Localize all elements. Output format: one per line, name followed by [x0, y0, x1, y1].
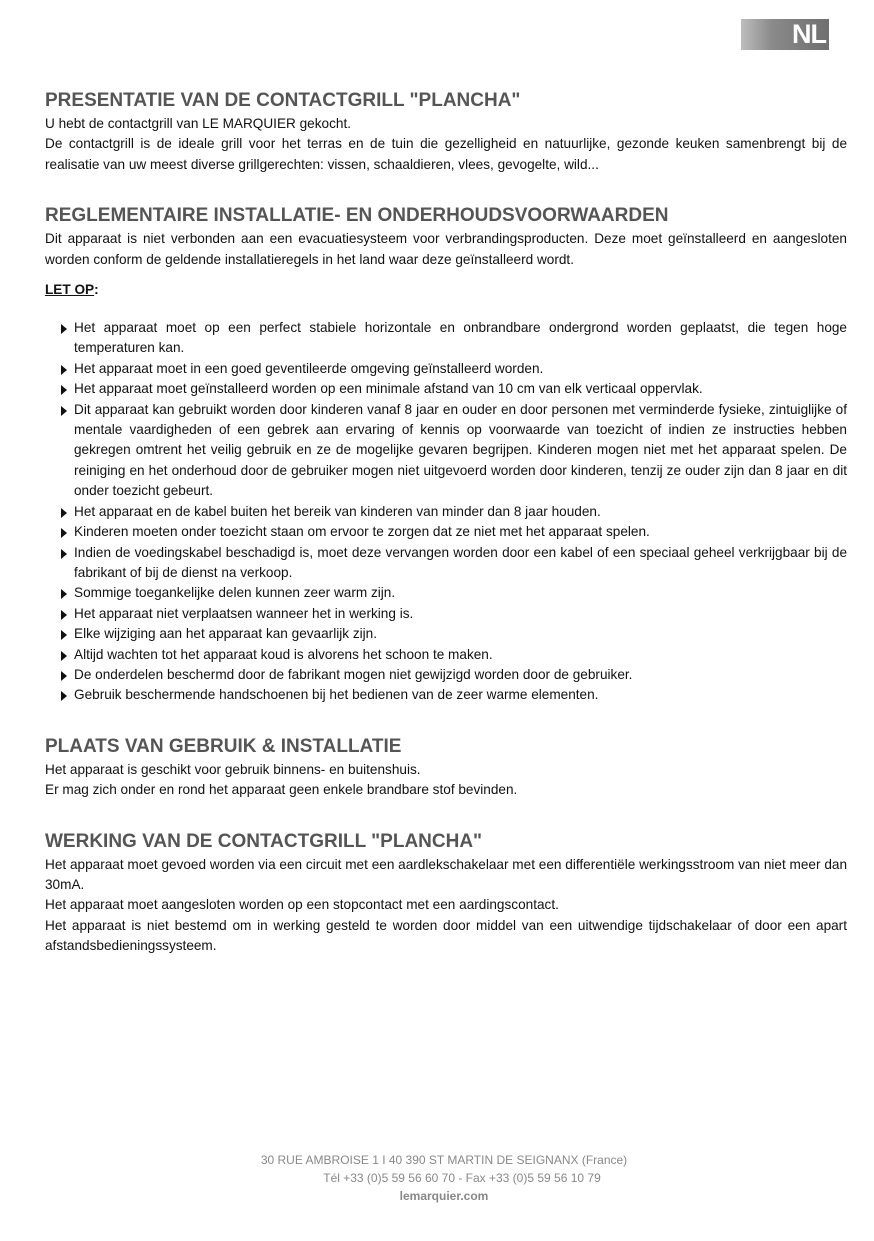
paragraph: U hebt de contactgrill van LE MARQUIER gekocht. [45, 116, 351, 131]
list-item: Indien de voedingskabel beschadigd is, moet deze vervangen worden door een kabel of een speciaal geheel verkrijgbaar bij de fabrikant of bij de dienst na verkoop. [45, 543, 847, 584]
list-item: Altijd wachten tot het apparaat koud is alvorens het schoon te maken. [45, 645, 847, 665]
bullet-arrow-icon [61, 549, 67, 559]
bullet-arrow-icon [61, 365, 67, 375]
paragraph: Het apparaat is geschikt voor gebruik binnens- en buitenshuis. [45, 761, 421, 777]
section-title: WERKING VAN DE CONTACTGRILL "PLANCHA" [45, 830, 483, 852]
list-item: Het apparaat moet in een goed geventileerde omgeving geïnstalleerd worden. [45, 359, 847, 379]
list-item: Kinderen moeten onder toezicht staan om ervoor te zorgen dat ze niet met het apparaat spelen. [45, 522, 847, 542]
bullet-arrow-icon [61, 589, 67, 599]
section-place-of-use [45, 734, 847, 801]
list-item: Het apparaat niet verplaatsen wanneer het in werking is. [45, 604, 847, 624]
section-title: PLAATS VAN GEBRUIK & INSTALLATIE [45, 735, 402, 757]
section-regulations [45, 203, 847, 706]
bullet-arrow-icon [61, 691, 67, 701]
paragraph: De contactgrill is de ideale grill voor het terras en de tuin die gezelligheid en natuurlijke, gezonde keuken samenbrengt bij de realisatie van uw meest diverse grillgerechten: vissen, schaaldieren, vlees, gevogelte, wild... [45, 136, 847, 172]
warning-label: LET OP: [45, 282, 99, 298]
list-item: Sommige toegankelijke delen kunnen zeer warm zijn. [45, 583, 847, 603]
footer-phone: Tél +33 (0)5 59 56 60 70 - Fax +33 (0)5 59 56 10 79 [323, 1171, 601, 1185]
footer-address: 30 RUE AMBROISE 1 I 40 390 ST MARTIN DE SEIGNANX (France) [260, 1153, 628, 1167]
bullet-arrow-icon [61, 610, 67, 620]
list-item: Het apparaat en de kabel buiten het bereik van kinderen van minder dan 8 jaar houden. [45, 502, 847, 522]
list-item: Het apparaat moet op een perfect stabiele horizontale en onbrandbare ondergrond worden geplaatst, die tegen hoge temperaturen kan. [45, 318, 847, 359]
footer-website: lemarquier.com [399, 1189, 489, 1203]
bullet-arrow-icon [61, 630, 67, 640]
list-item: Gebruik beschermende handschoenen bij het bedienen van de zeer warme elementen. [45, 685, 847, 705]
list-item: De onderdelen beschermd door de fabrikant mogen niet gewijzigd worden door de gebruiker. [45, 665, 847, 685]
paragraph: Dit apparaat is niet verbonden aan een evacuatiesysteem voor verbrandingsproducten. Deze moet geïnstalleerd en aangesloten worden conform de geldende installatieregels in het land waar deze geïnstalleerd wordt. [45, 231, 847, 267]
bullet-arrow-icon [61, 528, 67, 538]
section-presentation [45, 88, 847, 175]
bullet-arrow-icon [61, 385, 67, 395]
paragraph: Er mag zich onder en rond het apparaat geen enkele brandbare stof bevinden. [45, 782, 518, 798]
warning-list [45, 318, 847, 706]
list-item: Het apparaat moet geïnstalleerd worden op een minimale afstand van 10 cm van elk verticaal oppervlak. [45, 379, 847, 399]
paragraph: Het apparaat moet aangesloten worden op een stopcontact met een aardingscontact. [45, 897, 559, 913]
bullet-arrow-icon [61, 406, 67, 416]
section-title: PRESENTATIE VAN DE CONTACTGRILL "PLANCHA" [45, 90, 521, 111]
bullet-arrow-icon [61, 651, 67, 661]
paragraph: Het apparaat moet gevoed worden via een circuit met een aardlekschakelaar met een differentiële werkingsstroom van niet meer dan 30mA. [45, 856, 847, 892]
list-item: Dit apparaat kan gebruikt worden door kinderen vanaf 8 jaar en ouder en door personen met verminderde fysieke, zintuiglijke of mentale vaardigheden of een gebrek aan ervaring of kennis op voorwaarde van toezicht of indien ze instructies hebben gekregen omtrent het veilig gebruik en ze de mogelijke gevaren begrijpen. Kinderen mogen niet met het apparaat spelen. De reiniging en het onderhoud door de gebruiker mogen niet uitgevoerd worden door kinderen, tenzij ze ouder zijn dan 8 jaar en dit onder toezicht gebeurt. [45, 400, 847, 502]
section-title: REGLEMENTAIRE INSTALLATIE- EN ONDERHOUDSVOORWAARDEN [45, 205, 669, 227]
bullet-arrow-icon [61, 324, 67, 334]
bullet-arrow-icon [61, 671, 67, 681]
paragraph: Het apparaat is niet bestemd om in werking gesteld te worden door middel van een uitwendige tijdschakelaar of door een apart afstandsbedieningssysteem. [45, 917, 847, 954]
page-footer [0, 1151, 874, 1205]
list-item: Elke wijziging aan het apparaat kan gevaarlijk zijn. [45, 624, 847, 644]
language-badge: NL [741, 19, 829, 50]
bullet-arrow-icon [61, 508, 67, 518]
document-body [45, 88, 847, 985]
section-operation [45, 829, 847, 957]
